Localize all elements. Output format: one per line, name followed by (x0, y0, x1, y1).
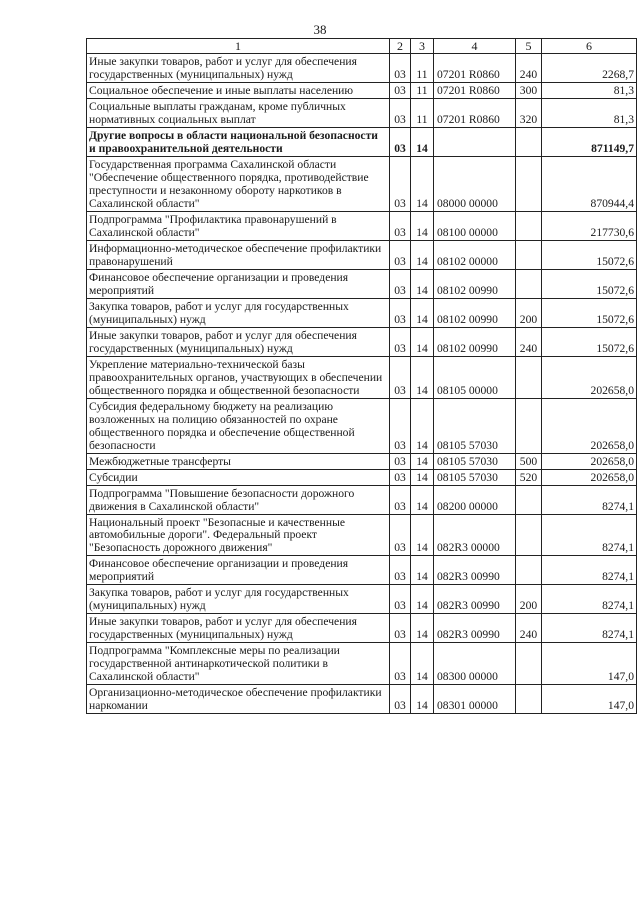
row-expense-type: 240 (516, 54, 542, 83)
row-section: 03 (390, 327, 411, 356)
row-subsection: 14 (411, 356, 434, 398)
row-name: Финансовое обеспечение организации и проведения мероприятий (87, 556, 390, 585)
table-row (87, 614, 637, 643)
row-name: Субсидия федеральному бюджету на реализацию возложенных на полицию обязанностей по охране общественного порядка и обеспечение общественной безопасности (87, 398, 390, 453)
row-target-code: 08200 00000 (434, 485, 516, 514)
row-section: 03 (390, 643, 411, 685)
row-target-code: 07201 R0860 (434, 82, 516, 98)
row-subsection: 11 (411, 82, 434, 98)
row-sum: 217730,6 (542, 211, 637, 240)
row-sum: 147,0 (542, 643, 637, 685)
row-subsection: 14 (411, 327, 434, 356)
row-subsection: 14 (411, 298, 434, 327)
row-subsection: 14 (411, 453, 434, 469)
row-section: 03 (390, 556, 411, 585)
row-sum: 8274,1 (542, 614, 637, 643)
row-expense-type (516, 398, 542, 453)
row-section: 03 (390, 98, 411, 127)
row-subsection: 14 (411, 614, 434, 643)
row-target-code: 08105 57030 (434, 398, 516, 453)
row-expense-type (516, 156, 542, 211)
table-row (87, 54, 637, 83)
table-row (87, 643, 637, 685)
row-name: Социальные выплаты гражданам, кроме публичных нормативных социальных выплат (87, 98, 390, 127)
row-section: 03 (390, 54, 411, 83)
row-section: 03 (390, 614, 411, 643)
row-section: 03 (390, 127, 411, 156)
table-row (87, 127, 637, 156)
row-name: Финансовое обеспечение организации и проведения мероприятий (87, 269, 390, 298)
row-name: Социальное обеспечение и иные выплаты населению (87, 82, 390, 98)
row-sum: 202658,0 (542, 398, 637, 453)
page-number: 38 (313, 22, 327, 37)
row-section: 03 (390, 585, 411, 614)
row-subsection: 14 (411, 127, 434, 156)
row-name: Организационно-методическое обеспечение профилактики наркомании (87, 685, 390, 714)
table-row (87, 685, 637, 714)
row-section: 03 (390, 269, 411, 298)
row-subsection: 14 (411, 643, 434, 685)
row-expense-type (516, 556, 542, 585)
row-expense-type: 320 (516, 98, 542, 127)
row-name: Закупка товаров, работ и услуг для государственных (муниципальных) нужд (87, 585, 390, 614)
row-target-code: 08102 00990 (434, 298, 516, 327)
table-row (87, 453, 637, 469)
row-section: 03 (390, 685, 411, 714)
row-name: Укрепление материально-технической базы правоохранительных органов, участвующих в обеспечении общественного порядка и общественной безопасности (87, 356, 390, 398)
row-name: Закупка товаров, работ и услуг для государственных (муниципальных) нужд (87, 298, 390, 327)
table-row (87, 327, 637, 356)
row-name: Субсидии (87, 469, 390, 485)
row-target-code: 08105 57030 (434, 453, 516, 469)
row-target-code: 08102 00990 (434, 269, 516, 298)
table-row (87, 211, 637, 240)
row-sum: 2268,7 (542, 54, 637, 83)
row-name: Подпрограмма "Повышение безопасности дорожного движения в Сахалинской области" (87, 485, 390, 514)
row-expense-type: 300 (516, 82, 542, 98)
row-expense-type (516, 643, 542, 685)
row-section: 03 (390, 211, 411, 240)
header-cell: 1 (87, 39, 390, 54)
row-expense-type: 520 (516, 469, 542, 485)
budget-table (86, 38, 637, 714)
row-target-code: 082R3 00990 (434, 614, 516, 643)
row-expense-type (516, 514, 542, 556)
row-section: 03 (390, 453, 411, 469)
header-cell: 6 (542, 39, 637, 54)
table-row (87, 485, 637, 514)
row-expense-type: 200 (516, 585, 542, 614)
row-subsection: 11 (411, 98, 434, 127)
row-name: Иные закупки товаров, работ и услуг для обеспечения государственных (муниципальных) нужд (87, 327, 390, 356)
row-section: 03 (390, 156, 411, 211)
row-expense-type: 500 (516, 453, 542, 469)
row-section: 03 (390, 514, 411, 556)
table-row (87, 469, 637, 485)
row-expense-type: 240 (516, 327, 542, 356)
row-expense-type (516, 485, 542, 514)
row-target-code: 08301 00000 (434, 685, 516, 714)
row-expense-type (516, 356, 542, 398)
row-sum: 15072,6 (542, 327, 637, 356)
table-row (87, 398, 637, 453)
row-target-code: 08105 57030 (434, 469, 516, 485)
row-subsection: 14 (411, 240, 434, 269)
row-name: Государственная программа Сахалинской области "Обеспечение общественного порядка, противодействие преступности и незаконному обороту наркотиков в Сахалинской области" (87, 156, 390, 211)
row-sum: 147,0 (542, 685, 637, 714)
table-row (87, 240, 637, 269)
table-row (87, 156, 637, 211)
table-row (87, 514, 637, 556)
header-cell: 2 (390, 39, 411, 54)
row-sum: 8274,1 (542, 485, 637, 514)
header-cell: 5 (516, 39, 542, 54)
row-subsection: 14 (411, 514, 434, 556)
row-target-code: 08102 00990 (434, 327, 516, 356)
row-name: Другие вопросы в области национальной безопасности и правоохранительной деятельности (87, 127, 390, 156)
row-subsection: 14 (411, 685, 434, 714)
row-name: Информационно-методическое обеспечение профилактики правонарушений (87, 240, 390, 269)
row-name: Подпрограмма "Комплексные меры по реализации государственной антинаркотической политики в Сахалинской области" (87, 643, 390, 685)
row-sum: 202658,0 (542, 356, 637, 398)
table-row (87, 356, 637, 398)
row-sum: 15072,6 (542, 269, 637, 298)
row-target-code: 082R3 00000 (434, 514, 516, 556)
row-target-code: 082R3 00990 (434, 556, 516, 585)
header-row (87, 39, 637, 54)
row-sum: 202658,0 (542, 469, 637, 485)
row-subsection: 14 (411, 398, 434, 453)
row-expense-type (516, 685, 542, 714)
header-cell: 4 (434, 39, 516, 54)
row-subsection: 11 (411, 54, 434, 83)
row-sum: 871149,7 (542, 127, 637, 156)
table-row (87, 556, 637, 585)
row-sum: 870944,4 (542, 156, 637, 211)
row-subsection: 14 (411, 585, 434, 614)
row-sum: 202658,0 (542, 453, 637, 469)
row-target-code: 07201 R0860 (434, 98, 516, 127)
row-section: 03 (390, 240, 411, 269)
row-expense-type: 240 (516, 614, 542, 643)
row-section: 03 (390, 82, 411, 98)
row-name: Национальный проект "Безопасные и качественные автомобильные дороги". Федеральный проект "Безопасность дорожного движения" (87, 514, 390, 556)
row-sum: 8274,1 (542, 514, 637, 556)
row-expense-type (516, 240, 542, 269)
table-row (87, 98, 637, 127)
row-expense-type (516, 269, 542, 298)
row-subsection: 14 (411, 156, 434, 211)
table-row (87, 82, 637, 98)
row-subsection: 14 (411, 269, 434, 298)
row-target-code: 08300 00000 (434, 643, 516, 685)
row-target-code: 07201 R0860 (434, 54, 516, 83)
row-section: 03 (390, 469, 411, 485)
row-section: 03 (390, 356, 411, 398)
row-name: Подпрограмма "Профилактика правонарушений в Сахалинской области" (87, 211, 390, 240)
row-expense-type (516, 127, 542, 156)
row-subsection: 14 (411, 211, 434, 240)
row-subsection: 14 (411, 469, 434, 485)
row-sum: 81,3 (542, 98, 637, 127)
row-target-code: 08105 00000 (434, 356, 516, 398)
table-row (87, 298, 637, 327)
table-row (87, 585, 637, 614)
row-subsection: 14 (411, 556, 434, 585)
row-sum: 8274,1 (542, 585, 637, 614)
row-target-code: 082R3 00990 (434, 585, 516, 614)
row-section: 03 (390, 398, 411, 453)
row-sum: 8274,1 (542, 556, 637, 585)
table-row (87, 269, 637, 298)
row-target-code: 08102 00000 (434, 240, 516, 269)
row-expense-type: 200 (516, 298, 542, 327)
row-name: Иные закупки товаров, работ и услуг для обеспечения государственных (муниципальных) нужд (87, 54, 390, 83)
row-sum: 81,3 (542, 82, 637, 98)
row-target-code: 08100 00000 (434, 211, 516, 240)
row-sum: 15072,6 (542, 240, 637, 269)
row-sum: 15072,6 (542, 298, 637, 327)
row-expense-type (516, 211, 542, 240)
row-target-code (434, 127, 516, 156)
row-section: 03 (390, 298, 411, 327)
row-name: Иные закупки товаров, работ и услуг для обеспечения государственных (муниципальных) нужд (87, 614, 390, 643)
row-target-code: 08000 00000 (434, 156, 516, 211)
header-cell: 3 (411, 39, 434, 54)
row-section: 03 (390, 485, 411, 514)
row-name: Межбюджетные трансферты (87, 453, 390, 469)
row-subsection: 14 (411, 485, 434, 514)
